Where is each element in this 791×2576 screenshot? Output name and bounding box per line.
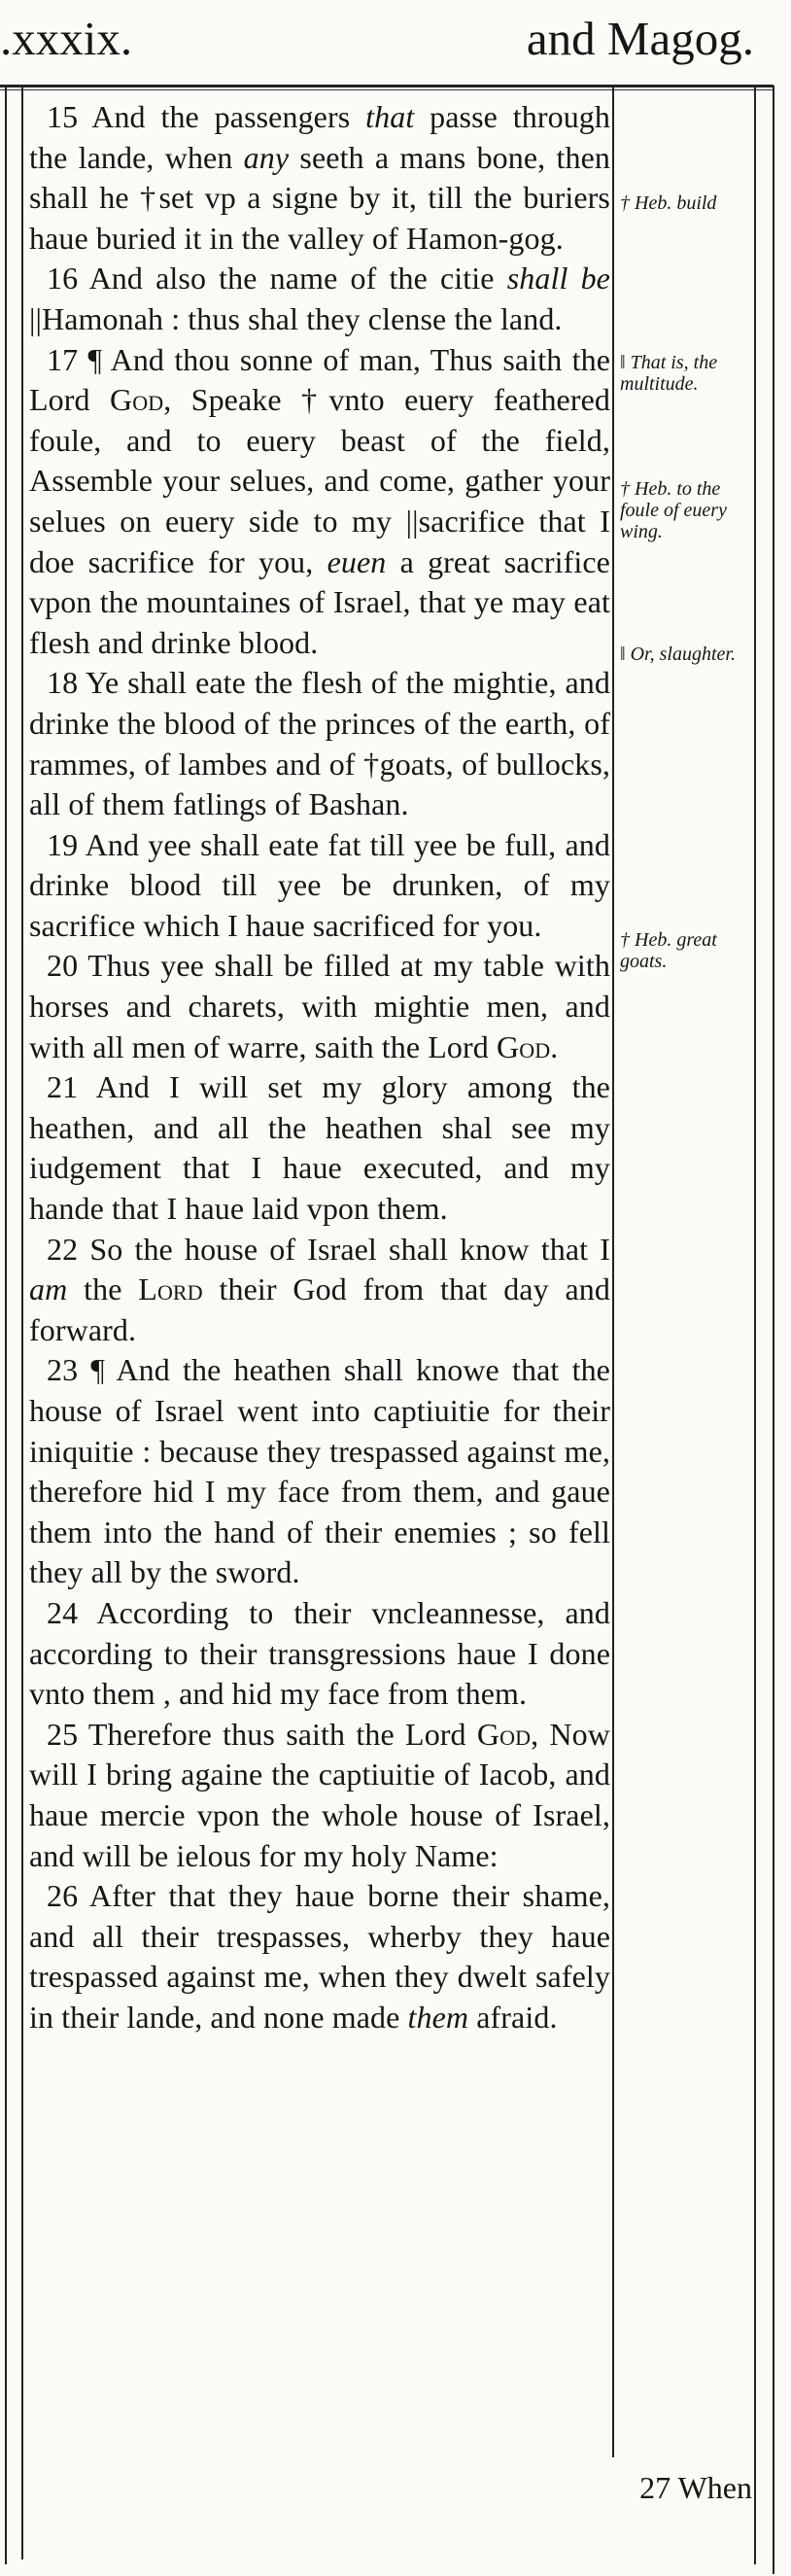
verse bbox=[29, 1876, 610, 2037]
catchword: 27 When bbox=[639, 2470, 752, 2505]
margin-note: ‖ Or, slaughter. bbox=[620, 644, 736, 665]
verse bbox=[29, 1230, 610, 1351]
verse bbox=[29, 1593, 610, 1715]
verse-text: Thus yee shall be filled at my table with horses and charets, with mightie men, and with all men of warre, saith the Lord God. bbox=[29, 948, 610, 1064]
chapter-number: .xxxix. bbox=[0, 12, 133, 65]
verse bbox=[29, 1350, 610, 1593]
verse bbox=[29, 1715, 610, 1876]
margin-note: † Heb. build bbox=[620, 192, 717, 214]
right-border-inner bbox=[754, 86, 756, 2564]
verse-text: According to their vncleannesse, and according to their transgressions haue I done vnto them , and hid my face from them. bbox=[29, 1594, 610, 1712]
verse-text: ¶ And the heathen shall knowe that the house of Israel went into captiuitie for their iniquitie : because they trespassed against me, therefore hid I my face from them, and gaue them into the hand of their enemies ; so fell they all by the sword. bbox=[29, 1352, 610, 1590]
verse bbox=[29, 97, 610, 259]
verse-number: 26 bbox=[47, 1878, 79, 1914]
verse-text: ¶ And thou sonne of man, Thus saith the Lord God, Speake †vnto euery feathered foule, and to euery beast of the field, Assemble your selues, and come, gather your selues on euery side to my ||sacrifice that I doe sacrifice for you, euen a great sacrifice vpon the mountaines of Israel, that ye may eat flesh and drinke blood. bbox=[29, 341, 611, 660]
margin-note: † Heb. great goats. bbox=[620, 929, 717, 972]
running-header bbox=[0, 8, 774, 70]
verse-text: And also the name of the citie shall be ||Hamonah : thus shal they clense the land. bbox=[29, 261, 610, 336]
verse-number: 23 bbox=[47, 1352, 79, 1388]
verse-text: So the house of Israel shall know that I am the Lord their God from that day and forward. bbox=[29, 1231, 611, 1347]
left-border-inner bbox=[21, 86, 23, 2559]
verse-text: After that they haue borne their shame, and all their trespasses, wherby they haue trespassed against me, when they dwelt safely in their lande, and none made them afraid. bbox=[29, 1878, 610, 2035]
verse bbox=[29, 1067, 610, 1229]
verse-text: And the passengers that passe through the lande, when any seeth a mans bone, then shall he †set vp a signe by it, till the buriers haue buried it in the valley of Hamon-gog. bbox=[29, 99, 610, 256]
verse-number: 20 bbox=[47, 948, 79, 984]
margin-note: ‖ That is, the multitude. bbox=[620, 352, 718, 395]
verse bbox=[29, 825, 610, 947]
text-column bbox=[29, 97, 610, 2038]
margin-divider bbox=[612, 86, 614, 2457]
verse-number: 15 bbox=[47, 99, 79, 134]
verse-number: 22 bbox=[47, 1231, 79, 1267]
verse bbox=[29, 946, 610, 1067]
left-border-outer bbox=[5, 86, 7, 2564]
verse-number: 19 bbox=[47, 826, 79, 862]
right-border-outer bbox=[773, 86, 774, 2574]
margin-note: † Heb. to the foule of euery wing. bbox=[620, 478, 727, 542]
running-title: and Magog. bbox=[526, 12, 754, 65]
verse-number: 17 bbox=[47, 341, 79, 377]
header-rule-thin bbox=[0, 89, 774, 90]
verse bbox=[29, 259, 610, 339]
verse-number: 25 bbox=[47, 1716, 79, 1752]
verse-text: Therefore thus saith the Lord God, Now will I bring againe the captiuitie of Iacob, and haue mercie vpon the whole house of Israel, and will be ielous for my holy Name: bbox=[29, 1716, 610, 1873]
verse-text: And I will set my glory among the heathen, and all the heathen shal see my iudgement that I haue executed, and my hande that I haue laid vpon them. bbox=[29, 1069, 610, 1227]
verse-text: Ye shall eate the flesh of the mightie, and drinke the blood of the princes of the earth, of rammes, of lambes and of †goats, of bullocks, all of them fatlings of Bashan. bbox=[29, 665, 610, 822]
verse-number: 16 bbox=[47, 261, 79, 296]
header-rule bbox=[0, 85, 774, 87]
verse bbox=[29, 663, 610, 824]
verse-text: And yee shall eate fat till yee be full, and drinke blood till yee be drunken, of my sacrifice which I haue sacrificed for you. bbox=[29, 826, 610, 943]
verse-number: 21 bbox=[47, 1069, 79, 1105]
verse bbox=[29, 340, 610, 664]
verse-number: 24 bbox=[47, 1594, 79, 1630]
verse-number: 18 bbox=[47, 665, 79, 701]
